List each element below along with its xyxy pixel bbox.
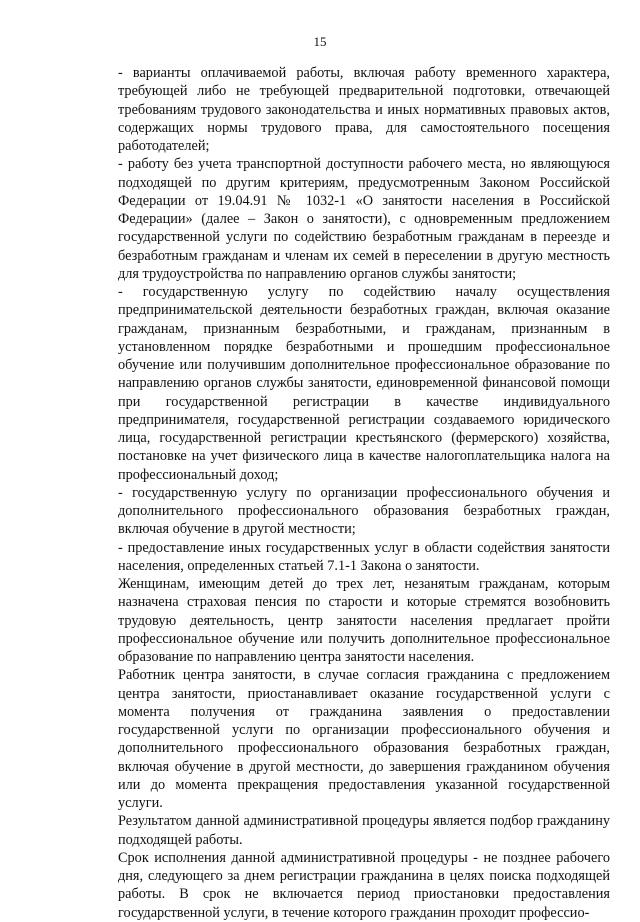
paragraph-women-with-children: Женщинам, имеющим детей до трех лет, незанятым гражданам, которым назначена страховая пенсия по старости и которые стремятся возобновить трудовую деятельность, центр занятости населения предлагает пройти профессиональное обучение или получить дополнительное профессиональное образование по направлению центра занятости населения. [118,576,610,665]
paragraph-other-services: - предоставление иных государственных услуг в области содействия занятости населения, определенных статьей 7.1-1 Закона о занятости. [118,539,610,574]
page-number: 15 [313,34,327,49]
paragraph-suspension-of-service: Работник центра занятости, в случае согласия гражданина с предложением центра занятости, приостанавливает оказание государственной услуги с момента получения от гражданина заявления о предоставлении государственной услуги по организации профессионального обучения и дополнительного профессионального образования безработных граждан, включая обучение в другой местности, до завершения гражданином обучения или до момента прекращения предоставления указанной государственной услуги. [118,667,610,811]
paragraph-procedure-result: Результатом данной административной процедуры является подбор гражданину подходящей работы. [118,813,610,848]
paragraph-paid-work-options: - варианты оплачиваемой работы, включая работу временного характера, требующей либо не требующей предварительной подготовки, отвечающей требованиям трудового законодательства и иных нормативных правовых актов, содержащих нормы трудового права, для самостоятельного посещения работодателей; [118,65,610,154]
paragraph-work-without-transport: - работу без учета транспортной доступности рабочего места, но являющуюся подходящей по другим критериям, предусмотренным Законом Российской Федерации от 19.04.91 № 1032-1 «О занятости населения в Российской Федерации» (далее – Закон о занятости), с одновременным предложением государственной услуги по содействию безработным гражданам в переезде и безработным гражданам и членам их семей в переселении в другую местность для трудоустройства по направлению органов службы занятости; [118,156,610,282]
paragraph-entrepreneurship-service: - государственную услугу по содействию началу осуществления предпринимательской деятельности безработных граждан, включая оказание гражданам, признанным безработными, и гражданам, признанным в установленном порядке безработными и прошедшим профессиональное обучение или получившим дополнительное профессиональное образование по направлению органов службы занятости, единовременной финансовой помощи при государственной регистрации в качестве индивидуального предпринимателя, государственной регистрации создаваемого юридического лица, государственной регистрации крестьянского (фермерского) хозяйства, постановке на учет физического лица в качестве налогоплательщика налога на профессиональный доход; [118,284,610,483]
paragraph-procedure-deadline: Срок исполнения данной административной процедуры - не позднее рабочего дня, следующего за днем регистрации гражданина в целях поиска подходящей работы. В срок не включается период приостановки предоставления государственной услуги, в течение которого гражданин проходит профессио- [118,849,610,921]
paragraph-training-service: - государственную услугу по организации профессионального обучения и дополнительного профессионального образования безработных граждан, включая обучение в другой местности; [118,484,610,538]
document-body [118,64,610,922]
